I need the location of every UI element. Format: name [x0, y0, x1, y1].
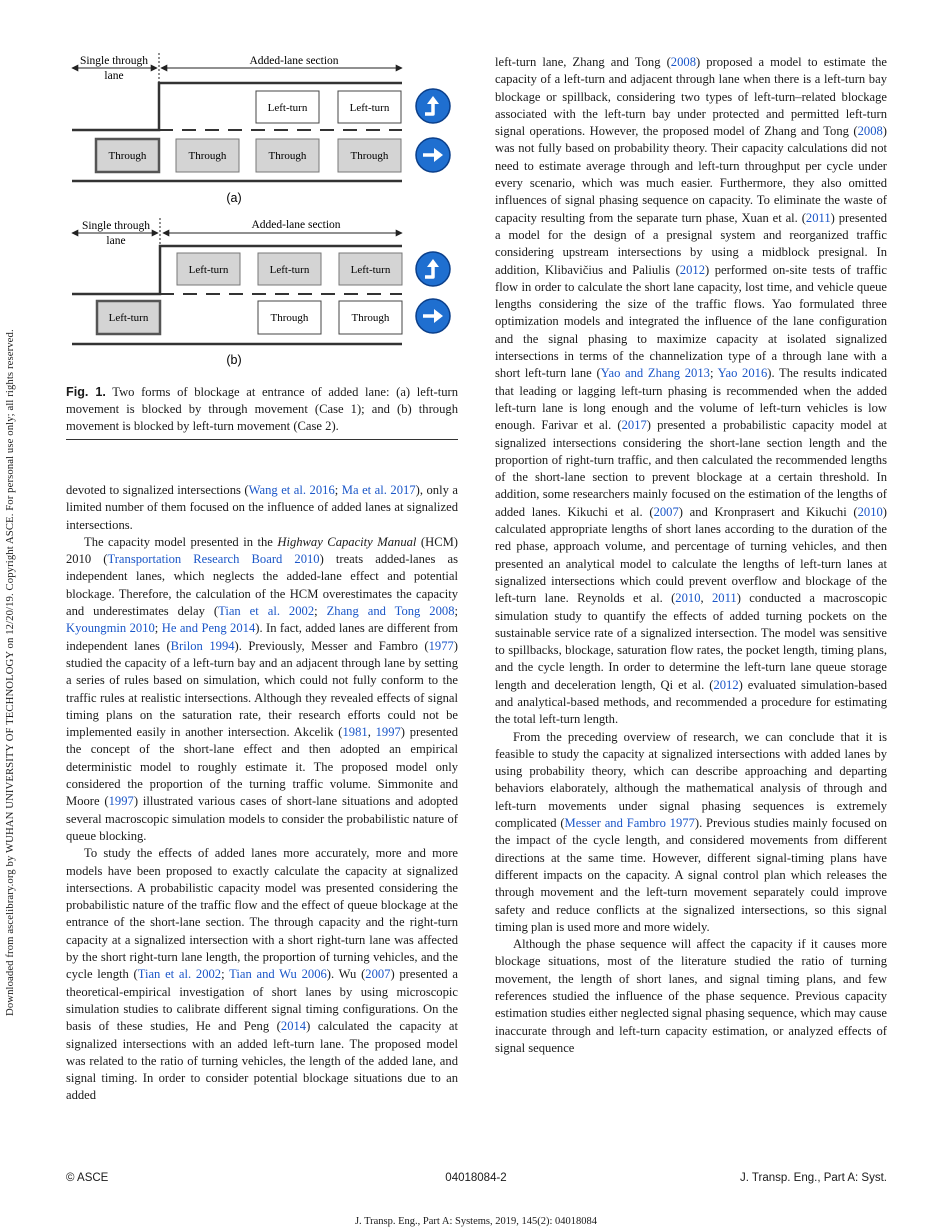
panel-a-single-through-1: Single through: [79, 55, 149, 67]
left-column: [66, 482, 458, 1105]
panel-a-label: (a): [226, 191, 242, 205]
panel-a-bottom-box: Through: [188, 150, 227, 162]
citation-link[interactable]: 1997: [375, 725, 401, 740]
paragraph: devoted to signalized intersections (Wang et al. 2016; Ma et al. 2017), only a limited number of them focused on the influence of added lanes at signalized intersections.: [66, 483, 458, 532]
citation-link[interactable]: 2010: [675, 591, 701, 606]
sidebar-text: Downloaded from ascelibrary.org by WUHAN UNIVERSITY OF TECHNOLOGY on 12/20/19. Copyright ASCE. For personal use only; all rights reserved.: [4, 329, 16, 1016]
citation-link[interactable]: 1997: [108, 794, 134, 809]
citation-link[interactable]: 2007: [653, 504, 679, 519]
right-column: [495, 54, 887, 1057]
left-turn-arrow-icon: [416, 89, 450, 123]
citation-line: J. Transp. Eng., Part A: Systems, 2019, 145(2): 04018084: [354, 1216, 598, 1227]
citation-link[interactable]: 2010: [857, 504, 883, 519]
citation-link[interactable]: 1977: [428, 638, 454, 653]
footer-center: 04018084-2: [445, 1172, 507, 1184]
citation-link[interactable]: He and Peng 2014: [161, 621, 256, 636]
citation-link[interactable]: 2008: [857, 124, 883, 139]
paragraph: Although the phase sequence will affect the capacity if it causes more blockage situations, most of the literature studied the ratio of turning movement, the length of short lanes, and signal timing plans, and few references studied the influence of the phase sequence. Previous capacity estimation studies either neglected signal phasing sequence, which may cause inaccurate through and left-turn capacity estimation, or analyzed effects of signal sequence: [495, 937, 887, 1055]
figure-1: [66, 48, 458, 388]
download-sidebar-note: [4, 220, 18, 1020]
citation-link[interactable]: 1981: [342, 725, 368, 740]
panel-a-bottom-box: Through: [268, 150, 307, 162]
panel-b-label: (b): [226, 353, 242, 367]
citation-link[interactable]: Messer and Fambro 1977: [564, 816, 695, 831]
panel-a-bottom-box: Through: [350, 150, 389, 162]
panel-b-top-box: Left-turn: [188, 264, 229, 276]
citation-link[interactable]: 2007: [365, 967, 391, 982]
citation-link[interactable]: Transportation Research Board 2010: [107, 552, 320, 567]
paragraph: left-turn lane, Zhang and Tong (2008) proposed a model to estimate the capacity of a left-turn and adjacent through lane when there is a left-turn bay blockage or spillback, considering two types of left-turn–related blockage associated with the left-turn bay under protected and permitted left-turn signal operations. However, the proposed model of Zhang and Tong (2008) was not fully based on probability theory. Their capacity calculations did not need to estimate average through and left-turn throughput per cycle under every scenario, which was much easier. Furthermore, they also omitted influences of signal phasing sequence on capacity. To eliminate the waste of capacity resulting from the separate turn phase, Xuan et al. (2011) presented a model for the design of a presignal system and reorganized traffic considering upstream intersections by using a midblock presignal. In addition, Klibavičius and Paliulis (2012) performed on-site tests of traffic flow in order to calculate the short lane capacity, lost time, and vehicle queue lengths considering the size of the traffic flows. Yao formulated three optimization models and integrated the influence of the lane configuration and the signal phasing to maximize capacity at isolated signalized intersections in terms of the channelization type of a through lane with a short left-turn lane (Yao and Zhang 2013; Yao 2016). The results indicated that leading or lagging left-turn phasing is recommended when the added left-turn lane is long enough and the volume of left-turn vehicles is low enough. Farivar et al. (2017) presented a probabilistic capacity model at signalized intersections considering the short-lane section length and the proportion of right-turn traffic, and then calculated the recommended lengths of the short-lane section to prevent blockage at a certain threshold. In addition, some researchers mainly focused on the estimation of the lengths of added lanes. Kikuchi et al. (2007) and Kronprasert and Kikuchi (2010) calculated appropriate lengths of short lanes according to the duration of the red phase, approach volume, and percentage of turning vehicles, and then presented an analytical model to calculate the lengths of left-turn lanes at signalized intersections which could prevent overflow and blockage of the left-turn lane. Reynolds et al. (2010, 2011) conducted a macroscopic simulation study to quantify the effects of added turning pockets on the sustainable service rate of a signalized intersection. The model was sensitive to spillbacks, blockage, saturation flow rates, the pocket length, timing plans, and the cycle length. In order to determine the left-turn lane queue storage length and deceleration length, Qi et al. (2012) evaluated simulation-based and analytical-based methods, and recommended a procedure for estimating the total left-turn length.: [495, 55, 888, 727]
citation-link[interactable]: Yao and Zhang 2013: [600, 366, 710, 381]
footer-right: J. Transp. Eng., Part A: Syst.: [739, 1172, 887, 1184]
citation-link[interactable]: Wang et al. 2016: [248, 483, 335, 497]
panel-b-top-box: Left-turn: [269, 264, 310, 276]
panel-a-bottom-box: Through: [108, 150, 147, 162]
caption-text: Two forms of blockage at entrance of added lane: (a) left-turn movement is blocked by through movement (Case 1); and (b) through movement is blocked by left-turn movement (Case 2).: [66, 385, 458, 433]
caption-divider: [66, 439, 458, 440]
citation-link[interactable]: Tian et al. 2002: [218, 604, 315, 619]
panel-a-top-box: Left-turn: [349, 102, 390, 114]
citation-link[interactable]: 2012: [713, 677, 739, 692]
panel-a: [72, 53, 450, 205]
panel-b-top-box: Left-turn: [350, 264, 391, 276]
through-arrow-icon: [416, 138, 450, 172]
caption-label: Fig. 1.: [66, 385, 106, 399]
figure-caption: [66, 384, 458, 435]
panel-b-bottom-box: Left-turn: [108, 312, 149, 324]
citation-link[interactable]: 2017: [621, 418, 647, 433]
panel-b-single-through-1: Single through: [81, 220, 151, 232]
paragraph: To study the effects of added lanes more accurately, more and more models have been proposed to exactly calculate the capacity at signalized intersections. A probabilistic capacity model was presented considering the probabilistic nature of the traffic flow and the effect of queue blockage at the entrance of the short-lane section. The through capacity and the right-turn capacity at a signalized intersection with a short right-turn lane was affected by the short right-turn lane length, the proportion of turning vehicles, and the cycle length (Tian et al. 2002; Tian and Wu 2006). Wu (2007) presented a theoretical-empirical investigation of short lanes by using microscopic simulation studies to calibrate different signal timing configurations. On the basis of these studies, He and Peng (2014) calculated the capacity at signalized intersections with an added left-turn lane. The proposed model was related to the ratio of turning vehicles, the length of the added lane, and signal timing. In order to consider potential blockage situations due to an added: [66, 846, 458, 1103]
left-turn-arrow-icon: [416, 252, 450, 286]
citation-link[interactable]: 2011: [712, 591, 737, 606]
panel-b: [72, 218, 450, 367]
citation-link[interactable]: Zhang and Tong 2008: [326, 604, 455, 619]
paragraph: From the preceding overview of research, we can conclude that it is feasible to study the capacity at signalized intersections with added lanes by using probability theory, which can describe approaching and departing behaviors elaborately, although the mathematical analysis of through and left-turn movements under signal phasing sequences is extremely complicated (Messer and Fambro 1977). Previous studies mainly focused on the impact of the cycle length, and considered movements from different directions at the same time. However, different signal-timing plans have different impacts on the capacity. A signal control plan which releases the through movement and the left-turn movement separately could improve safety and reduce conflicts at the signalized intersections, so this signal timing plan is used more and more widely.: [495, 729, 888, 934]
citation-link[interactable]: Ma et al. 2017: [341, 483, 416, 497]
panel-a-top-box: Left-turn: [267, 102, 308, 114]
through-arrow-icon: [416, 299, 450, 333]
panel-b-added-lane-label: Added-lane section: [251, 219, 341, 231]
citation-link[interactable]: Brilon 1994: [170, 638, 235, 653]
paragraph: The capacity model presented in the Highway Capacity Manual (HCM) 2010 (Transportation Research Board 2010) treats added-lanes as independent lanes, which neglects the added-lane effect and potential blockage. Therefore, the calculation of the HCM overestimates the capacity and underestimates delay (Tian et al. 2002; Zhang and Tong 2008; Kyoungmin 2010; He and Peng 2014). In fact, added lanes are different from independent lanes (Brilon 1994). Previously, Messer and Fambro (1977) studied the capacity of a left-turn bay and an adjacent through lane by setting a series of rules based on simulation, which could not fully conform to the traffic rules at realistic intersections. Although they revealed effects of signal timing plans on the saturation rate, their research efforts could not be implemented easily in another intersection. Akcelik (1981, 1997) presented the concept of the short-lane effect and then adopted an empirical deterministic model to roughly estimate it. The proposed model only considered the proportion of the turning traffic volume. Simmonite and Moore (1997) illustrated various cases of short-lane situations and adopted several macroscopic simulation models to consider the probabilistic nature of queue blocking.: [66, 534, 459, 843]
citation-link[interactable]: Tian et al. 2002: [137, 967, 222, 982]
panel-a-added-lane-label: Added-lane section: [249, 55, 339, 67]
citation-link[interactable]: 2014: [280, 1019, 307, 1034]
panel-b-bottom-box: Through: [270, 312, 309, 324]
citation-link[interactable]: 2008: [670, 55, 696, 69]
panel-b-single-through-2: lane: [106, 235, 126, 247]
panel-b-bottom-box: Through: [351, 312, 390, 324]
citation-link[interactable]: Yao 2016: [717, 366, 768, 381]
panel-a-single-through-2: lane: [104, 70, 124, 82]
citation-link[interactable]: 2012: [679, 262, 705, 277]
footer-left: © ASCE: [66, 1172, 109, 1184]
citation-link[interactable]: Kyoungmin 2010: [66, 621, 155, 636]
citation-link[interactable]: Tian and Wu 2006: [229, 967, 327, 982]
citation-link[interactable]: 2011: [805, 210, 831, 225]
